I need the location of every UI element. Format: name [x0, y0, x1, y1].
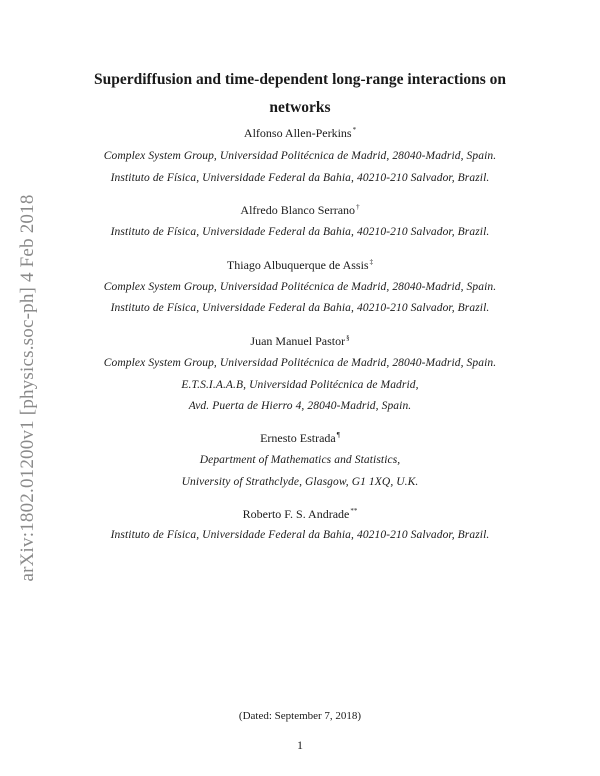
author-mark: †: [356, 203, 360, 211]
paper-title: [0, 66, 600, 122]
author-mark: **: [350, 507, 358, 515]
date-line: (Dated: September 7, 2018): [238, 710, 362, 722]
page-number: 1: [297, 738, 303, 752]
title-line-1: Superdiffusion and time-dependent long-range interactions on: [93, 71, 507, 88]
author-mark: ¶: [336, 431, 340, 439]
affiliation-line: Complex System Group, Universidad Politécnica de Madrid, 28040-Madrid, Spain.: [103, 281, 497, 293]
author-name-allen-perkins: Alfonso Allen-Perkins*: [243, 126, 357, 140]
affiliation-line: Department of Mathematics and Statistics,: [199, 454, 401, 466]
affiliation-line: Instituto de Física, Universidade Federal da Bahia, 40210-210 Salvador, Brazil.: [110, 529, 490, 541]
author-mark: *: [352, 126, 357, 134]
author-name-de-assis: Thiago Albuquerque de Assis‡: [226, 258, 374, 272]
affiliation-line: E.T.S.I.A.A.B, Universidad Politécnica de Madrid,: [181, 379, 419, 391]
affiliation-line: Instituto de Física, Universidade Federal da Bahia, 40210-210 Salvador, Brazil.: [110, 172, 490, 184]
affiliation-line: Avd. Puerta de Hierro 4, 28040-Madrid, Spain.: [188, 400, 412, 412]
author-name-blanco-serrano: Alfredo Blanco Serrano†: [240, 203, 360, 217]
affiliation-line: Complex System Group, Universidad Politécnica de Madrid, 28040-Madrid, Spain.: [103, 357, 497, 369]
affiliation-line: Complex System Group, Universidad Politécnica de Madrid, 28040-Madrid, Spain.: [103, 150, 497, 162]
author-mark: ‡: [369, 258, 374, 266]
author-mark: §: [346, 334, 350, 342]
arxiv-identifier: arXiv:1802.01200v1 [physics.soc-ph] 4 Feb 2018: [17, 194, 38, 582]
author-name-pastor: Juan Manuel Pastor§: [250, 334, 350, 348]
title-line-2: networks: [269, 99, 331, 116]
author-name-estrada: Ernesto Estrada¶: [260, 431, 340, 445]
author-name-andrade: Roberto F. S. Andrade**: [242, 507, 358, 521]
affiliation-line: Instituto de Física, Universidade Federal da Bahia, 40210-210 Salvador, Brazil.: [110, 226, 490, 238]
affiliation-line: University of Strathclyde, Glasgow, G1 1XQ, U.K.: [181, 476, 419, 488]
affiliation-line: Instituto de Física, Universidade Federal da Bahia, 40210-210 Salvador, Brazil.: [110, 302, 490, 314]
